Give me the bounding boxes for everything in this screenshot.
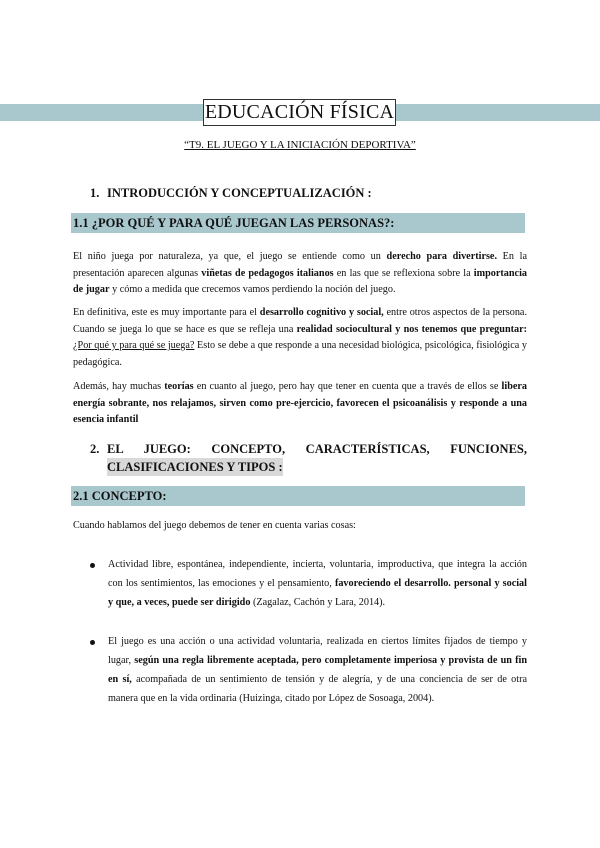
bullet-item-1: Actividad libre, espontánea, independiente, incierta, voluntaria, improductiva, que integra la acción con los sentimientos, las emociones y el pensamiento, favoreciendo el desarrollo. personal y social y que, a veces, puede ser dirigido (Zagalaz, Cachón y Lara, 2014). bbox=[108, 559, 527, 608]
section-1-heading bbox=[90, 184, 527, 202]
paragraph-3: Además, hay muchas teorías en cuanto al juego, pero hay que tener en cuenta que a través de ellos se libera energía sobrante, nos relajamos, sirven como pre-ejercicio, favorecen el psicoanálisis y responde a una esencia infantil bbox=[73, 381, 527, 425]
bullet-dot-icon bbox=[90, 563, 95, 568]
bullet-item-2: El juego es una acción o una actividad voluntaria, realizada en ciertos límites fijados de tiempo y lugar, según una regla libremente aceptada, pero completamente imperiosa y provista de un fin en sí, acompañada de un sentimiento de tensión y de alegría, y de una conciencia de ser de otra manera que en la vida ordinaria (Huizinga, citado por López de Sosoaga, 2004). bbox=[108, 636, 527, 704]
section-1-number: 1. bbox=[90, 186, 100, 200]
paragraph-2: En definitiva, este es muy importante para el desarrollo cognitivo y social, entre otros aspectos de la persona. Cuando se juega lo que se hace es que se refleja una realidad sociocultural y nos tenemos que preguntar: ¿Por qué y para qué se juega? Esto se debe a que responde a una necesidad biológica, psicológica, fisiológica y pedagógica. bbox=[73, 307, 528, 368]
document-subtitle: “T9. EL JUEGO Y LA INICIACIÓN DEPORTIVA” bbox=[184, 139, 416, 151]
bullet-dot-icon bbox=[90, 640, 95, 645]
section-2-number: 2. bbox=[90, 442, 100, 456]
title-box bbox=[203, 99, 396, 126]
document-title: EDUCACIÓN FÍSICA bbox=[204, 101, 395, 123]
paragraph-4: Cuando hablamos del juego debemos de tener en cuenta varias cosas: bbox=[73, 520, 356, 531]
section-1-title: INTRODUCCIÓN Y CONCEPTUALIZACIÓN : bbox=[107, 186, 372, 200]
section-2-1-heading: 2.1 CONCEPTO: bbox=[71, 486, 525, 506]
section-1-1-heading: 1.1 ¿POR QUÉ Y PARA QUÉ JUEGAN LAS PERSONAS?: bbox=[71, 213, 525, 233]
section-2-title-line2: CLASIFICACIONES Y TIPOS : bbox=[107, 460, 283, 474]
section-2-title-line1: EL JUEGO: CONCEPTO, CARACTERÍSTICAS, FUNCIONES, bbox=[107, 442, 527, 456]
paragraph-1: El niño juega por naturaleza, ya que, el juego se entiende como un derecho para divertirse. En la presentación aparecen algunas viñetas de pedagogos italianos en las que se reflexiona sobre la importancia de jugar y cómo a medida que crecemos vamos perdiendo la noción del juego. bbox=[73, 251, 528, 295]
